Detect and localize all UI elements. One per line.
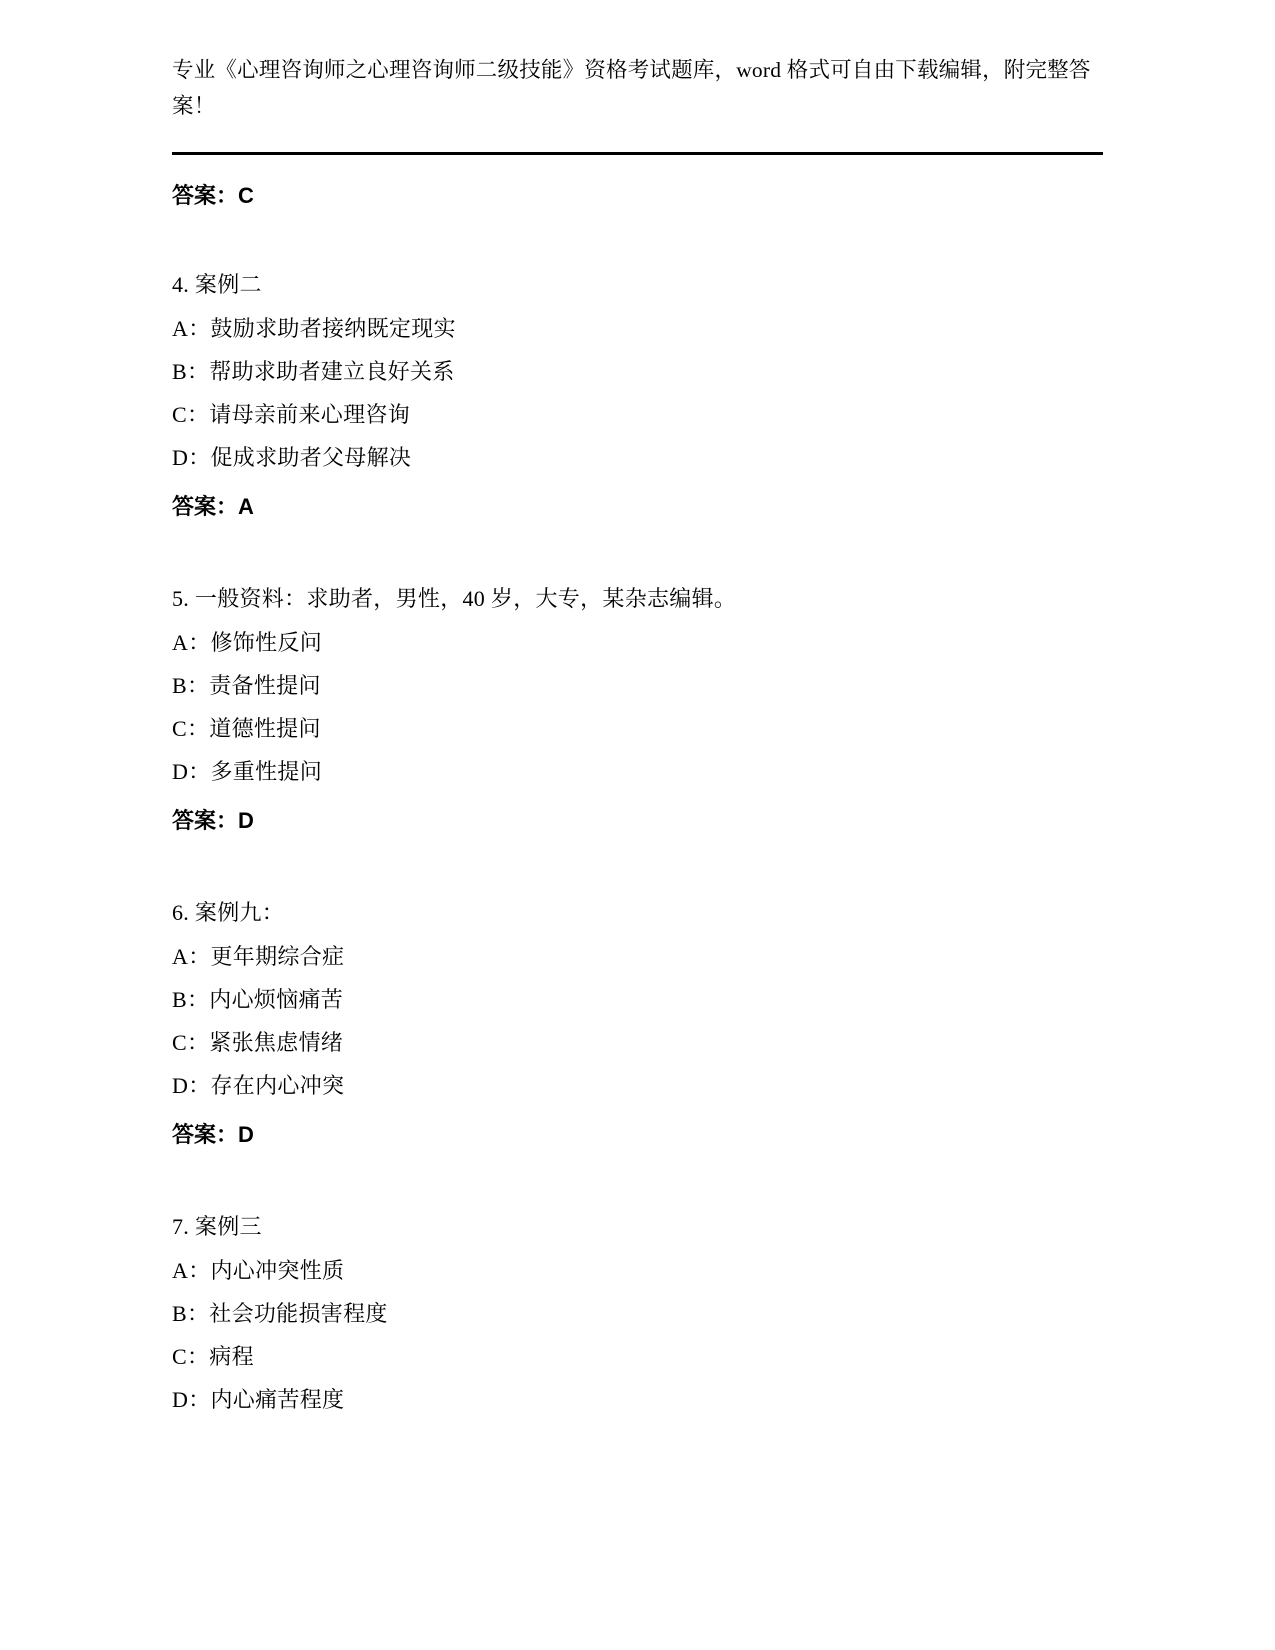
- option-text: 请母亲前来心理咨询: [209, 402, 410, 427]
- option-text: 内心冲突性质: [210, 1258, 345, 1283]
- option-label: A：: [172, 630, 211, 655]
- option-label: D：: [172, 759, 211, 784]
- option-label: A：: [172, 944, 211, 969]
- option-text: 促成求助者父母解决: [210, 445, 412, 470]
- option-row: [172, 436, 1103, 479]
- option-label: B：: [172, 673, 210, 698]
- answer-label: 答案：C: [172, 183, 254, 208]
- option-label: D：: [172, 1073, 211, 1098]
- option-row: [172, 1249, 1103, 1292]
- option-text: 内心烦恼痛苦: [209, 987, 344, 1012]
- option-row: [172, 935, 1103, 978]
- option-text: 社会功能损害程度: [209, 1301, 388, 1326]
- option-label: C：: [172, 1344, 210, 1369]
- question-stem: 7. 案例三: [172, 1214, 262, 1239]
- option-row: [172, 1021, 1103, 1064]
- header-divider: [172, 152, 1103, 155]
- option-text: 存在内心冲突: [210, 1073, 345, 1098]
- question-block: [172, 577, 1103, 841]
- option-label: A：: [172, 1258, 211, 1283]
- question-block: [172, 891, 1103, 1155]
- option-row: [172, 978, 1103, 1021]
- question-stem: 4. 案例二: [172, 272, 262, 297]
- option-text: 多重性提问: [210, 759, 323, 784]
- question-stem: 5. 一般资料：求助者，男性，40 岁，大专，某杂志编辑。: [172, 586, 737, 611]
- option-row: [172, 621, 1103, 664]
- option-label: B：: [172, 359, 210, 384]
- answer-label: 答案：A: [172, 494, 254, 519]
- answer-label: 答案：D: [172, 1122, 254, 1147]
- option-row: [172, 1064, 1103, 1107]
- option-text: 鼓励求助者接纳既定现实: [210, 316, 456, 341]
- option-row: [172, 1292, 1103, 1335]
- option-row: [172, 350, 1103, 393]
- option-label: C：: [172, 1030, 210, 1055]
- option-label: B：: [172, 1301, 210, 1326]
- option-label: D：: [172, 1387, 211, 1412]
- option-row: [172, 307, 1103, 350]
- option-row: [172, 393, 1103, 436]
- option-row: [172, 707, 1103, 750]
- option-label: A：: [172, 316, 211, 341]
- question-block: [172, 263, 1103, 527]
- question-block: [172, 1205, 1103, 1421]
- option-text: 修饰性反问: [210, 630, 323, 655]
- option-label: B：: [172, 987, 210, 1012]
- answer-label: 答案：D: [172, 808, 254, 833]
- option-text: 道德性提问: [209, 716, 321, 741]
- option-text: 责备性提问: [209, 673, 321, 698]
- option-text: 帮助求助者建立良好关系: [209, 359, 455, 384]
- question-stem: 6. 案例九：: [172, 900, 285, 925]
- option-label: C：: [172, 716, 210, 741]
- option-row: [172, 750, 1103, 793]
- option-text: 更年期综合症: [210, 944, 345, 969]
- option-label: C：: [172, 402, 210, 427]
- option-row: [172, 1335, 1103, 1378]
- option-text: 病程: [209, 1344, 254, 1369]
- option-row: [172, 1378, 1103, 1421]
- option-row: [172, 664, 1103, 707]
- header-note: 专业《心理咨询师之心理咨询师二级技能》资格考试题库，word 格式可自由下载编辑，附完整答案！: [172, 58, 1091, 118]
- option-text: 紧张焦虑情绪: [209, 1030, 344, 1055]
- option-text: 内心痛苦程度: [210, 1387, 345, 1412]
- option-label: D：: [172, 445, 211, 470]
